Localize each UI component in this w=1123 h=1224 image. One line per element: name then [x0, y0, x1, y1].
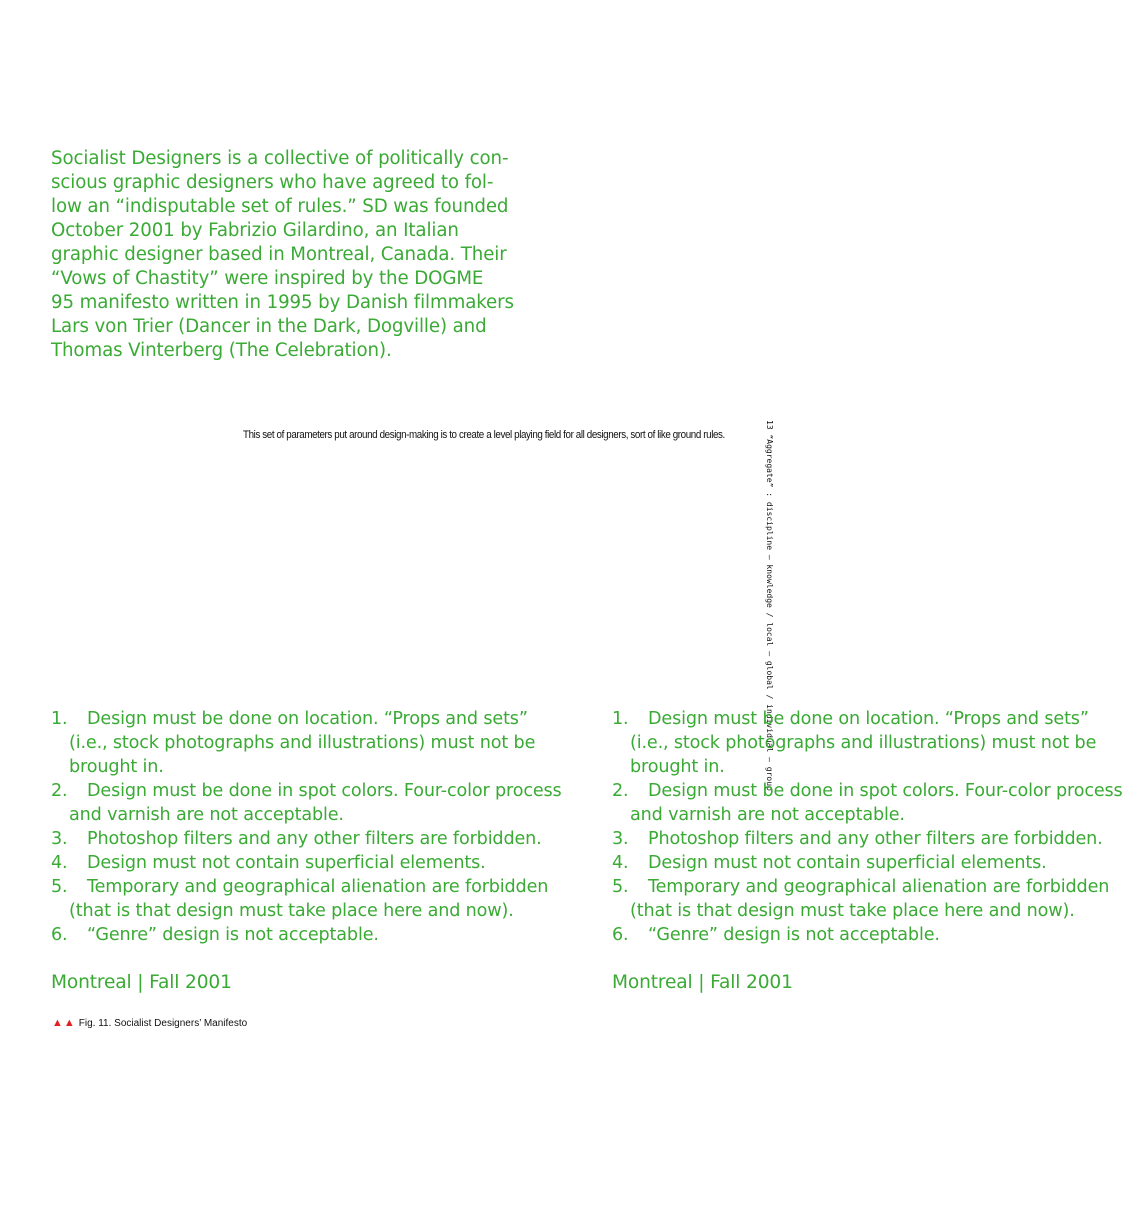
rule-continuation: and varnish are not acceptable. — [69, 805, 344, 825]
intro-line: Socialist Designers is a collective of politically con- — [51, 148, 509, 169]
rule-text: “Genre” design is not acceptable. — [87, 925, 379, 945]
rule-text: Temporary and geographical alienation are forbidden — [648, 877, 1110, 897]
rule-text: “Genre” design is not acceptable. — [648, 925, 940, 945]
rule-continuation: brought in. — [69, 757, 164, 777]
rule-continuation: (i.e., stock photographs and illustrations) must not be — [630, 733, 1097, 753]
rule-item — [51, 923, 611, 947]
rule-number: 3. — [612, 829, 629, 849]
rule-item — [51, 851, 611, 875]
rule-text: Design must be done on location. “Props and sets” — [87, 709, 528, 729]
caption-text: Fig. 11. Socialist Designers’ Manifesto — [78, 1018, 248, 1029]
intro-line: October 2001 by Fabrizio Gilardino, an Italian — [51, 220, 459, 241]
rule-item — [51, 707, 611, 779]
rule-text: Photoshop filters and any other filters are forbidden. — [648, 829, 1103, 849]
intro-line: low an “indisputable set of rules.” SD was founded — [51, 196, 509, 217]
intro-paragraph — [51, 147, 551, 363]
rule-text: Design must not contain superficial elements. — [87, 853, 486, 873]
rule-item — [612, 923, 940, 947]
rule-item — [51, 827, 611, 851]
rule-item — [612, 827, 1103, 851]
rule-item — [612, 875, 1110, 923]
intro-line: graphic designer based in Montreal, Canada. Their — [51, 244, 507, 265]
rule-continuation: and varnish are not acceptable. — [630, 805, 905, 825]
rule-text: Design must be done in spot colors. Four-color process — [648, 781, 1123, 801]
rule-continuation: (that is that design must take place here and now). — [630, 901, 1075, 921]
rule-text: Design must be done on location. “Props and sets” — [648, 709, 1089, 729]
manifesto-echo-cropped — [612, 707, 1123, 995]
intro-line: 95 manifesto written in 1995 by Danish filmmakers — [51, 292, 514, 313]
pull-note: This set of parameters put around design-making is to create a level playing field for all designers, sort of like ground rules. — [243, 429, 725, 441]
rule-number: 4. — [51, 853, 68, 873]
manifesto-rules — [51, 707, 611, 995]
rule-number: 5. — [612, 877, 629, 897]
intro-line: “Vows of Chastity” were inspired by the DOGME — [51, 268, 484, 289]
rule-number: 2. — [612, 781, 629, 801]
rule-text: Temporary and geographical alienation are forbidden — [87, 877, 549, 897]
rule-number: 3. — [51, 829, 68, 849]
rule-item — [612, 851, 1047, 875]
rule-text: Design must be done in spot colors. Four-color process — [87, 781, 562, 801]
rule-item — [612, 707, 1097, 779]
rule-continuation: brought in. — [630, 757, 725, 777]
rule-item — [51, 875, 611, 923]
intro-line: Lars von Trier (Dancer in the Dark, Dogville) and — [51, 316, 487, 337]
rule-item — [51, 779, 611, 827]
figure-caption — [52, 1016, 247, 1031]
rule-number: 6. — [51, 925, 68, 945]
rule-number: 2. — [51, 781, 68, 801]
manifesto-place-date: Montreal | Fall 2001 — [612, 972, 793, 993]
rule-item — [612, 779, 1123, 827]
rule-text: Design must not contain superficial elements. — [648, 853, 1047, 873]
manifesto-place-date: Montreal | Fall 2001 — [51, 972, 232, 993]
rule-number: 1. — [51, 709, 68, 729]
intro-line: scious graphic designers who have agreed to fol- — [51, 172, 494, 193]
rule-number: 5. — [51, 877, 68, 897]
rule-number: 4. — [612, 853, 629, 873]
rule-text: Photoshop filters and any other filters are forbidden. — [87, 829, 542, 849]
triangle-marker-icon: ▲▲ — [52, 1017, 76, 1029]
rule-continuation: (that is that design must take place here and now). — [69, 901, 514, 921]
rule-continuation: (i.e., stock photographs and illustrations) must not be — [69, 733, 536, 753]
rule-number: 1. — [612, 709, 629, 729]
rule-number: 6. — [612, 925, 629, 945]
intro-line: Thomas Vinterberg (The Celebration). — [51, 340, 392, 361]
vertical-sidenote: 13 “Aggregate” : discipline – knowledge / local – global / individual – group — [765, 420, 774, 791]
